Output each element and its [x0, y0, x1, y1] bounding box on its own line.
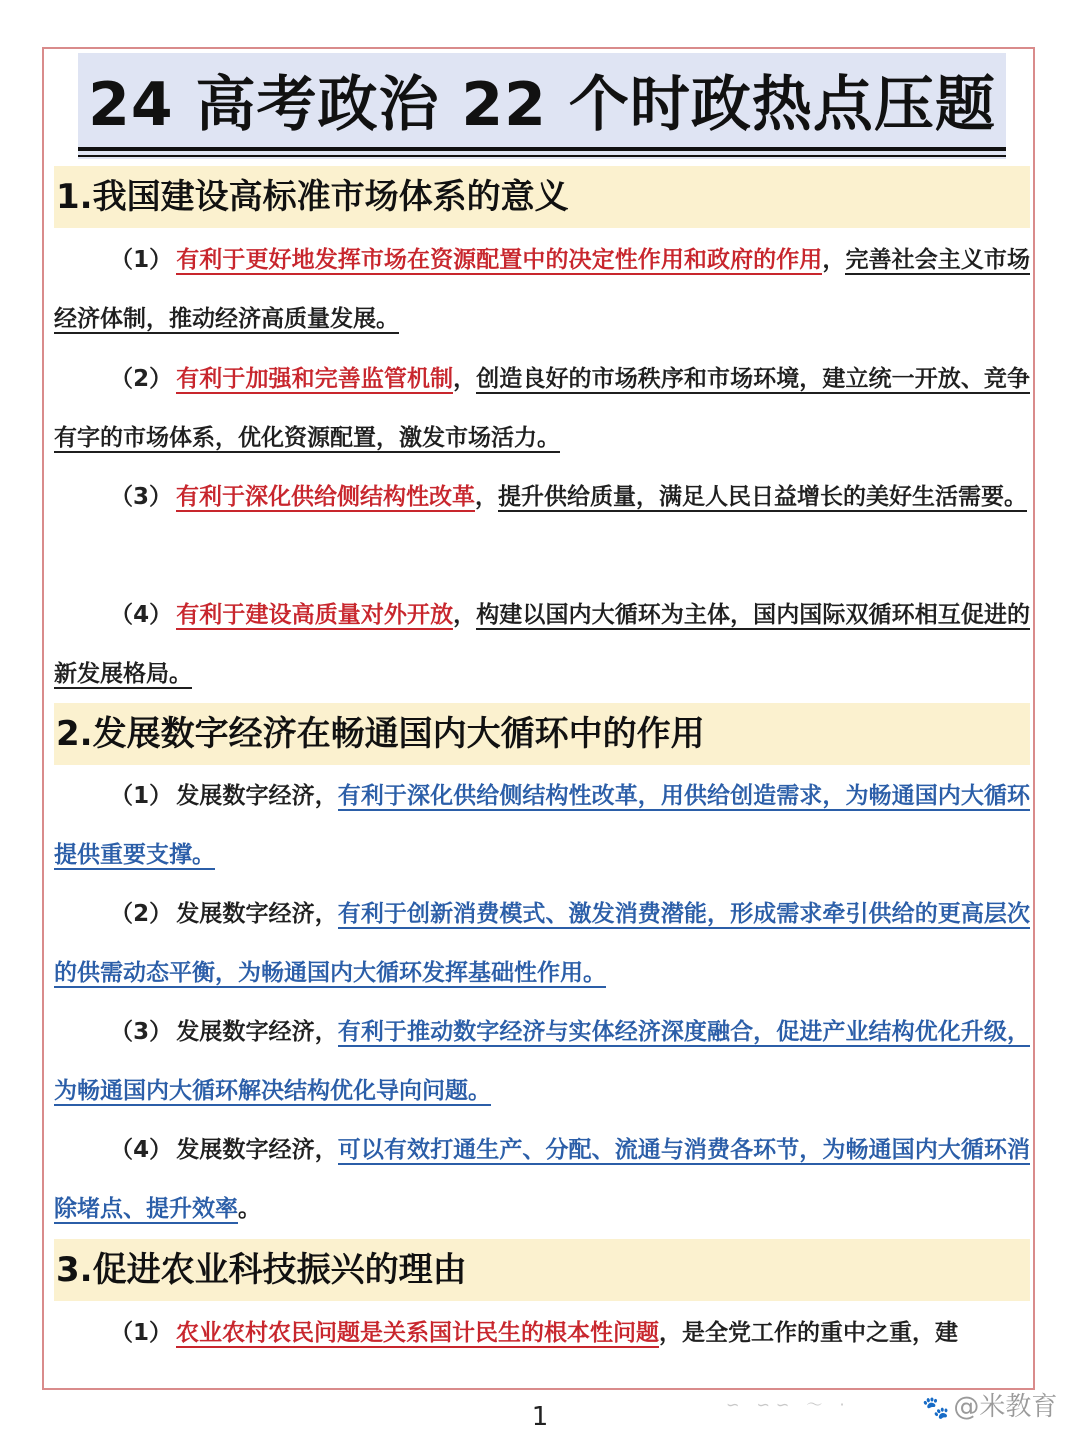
explanation: 创造良好的市场秩序和市场环境，建立统一开放、竞争有字的市场体系，优化资源配置，激发市场活力。 — [54, 366, 1030, 451]
watermark-scribble: ∽ ∽∽ ～ · — [726, 1395, 851, 1414]
paw-icon: 🐾 — [922, 1396, 950, 1421]
section-2-item-4: （4） 发展数字经济，可以有效打通生产、分配、流通与消费各环节，为畅通国内大循环消除堵点、提升效率。 — [54, 1137, 1031, 1222]
section-3-heading: 3.促进农业科技振兴的理由 — [54, 1239, 1030, 1301]
item-number: （1） — [110, 783, 173, 809]
title-underline-thin — [78, 155, 1006, 157]
section-1-item-4: （4） 有利于建设高质量对外开放，构建以国内大循环为主体，国内国际双循环相互促进的新发展格局。 — [54, 602, 1030, 687]
key-point: 可以有效打通生产、分配、流通与消费各环节，为畅通国内大循环消除堵点、提升效率 — [54, 1137, 1031, 1222]
explanation: 完善社会主义市场经济体制，推动经济高质量发展。 — [54, 247, 1031, 332]
item-number: （1） — [110, 247, 173, 273]
page-number: 1 — [531, 1402, 549, 1432]
watermark: 🐾 @米教育 — [922, 1392, 1058, 1422]
item-number: （4） — [110, 1137, 173, 1163]
key-point: 有利于深化供给侧结构性改革 — [176, 484, 476, 510]
key-point: 有利于更好地发挥市场在资源配置中的决定性作用和政府的作用 — [176, 247, 823, 273]
item-number: （3） — [110, 1019, 173, 1045]
section-2-item-2: （2） 发展数字经济，有利于创新消费模式、激发消费潜能，形成需求牵引供给的更高层次的供需动态平衡，为畅通国内大循环发挥基础性作用。 — [54, 901, 1031, 986]
item-number: （4） — [110, 602, 173, 628]
key-point: 有利于深化供给侧结构性改革，用供给创造需求，为畅通国内大循环提供重要支撑。 — [54, 783, 1031, 868]
key-point: 有利于建设高质量对外开放 — [176, 602, 454, 628]
explanation: 构建以国内大循环为主体，国内国际双循环相互促进的新发展格局。 — [54, 602, 1030, 687]
title-underline — [78, 147, 1006, 151]
key-point: 有利于创新消费模式、激发消费潜能，形成需求牵引供给的更高层次的供需动态平衡，为畅通国内大循环发挥基础性作用。 — [54, 901, 1031, 986]
key-point: 有利于加强和完善监管机制 — [176, 366, 454, 392]
page-title: 24 高考政治 22 个时政热点压题 — [88, 70, 996, 140]
explanation: 是全党工作的重中之重，建 — [682, 1320, 959, 1346]
item-number: （2） — [110, 366, 173, 392]
section-2-item-1: （1） 发展数字经济，有利于深化供给侧结构性改革，用供给创造需求，为畅通国内大循环提供重要支撑。 — [54, 783, 1031, 868]
section-3-item-1: （1） 农业农村农民问题是关系国计民生的根本性问题，是全党工作的重中之重，建 — [110, 1320, 959, 1346]
key-point: 有利于推动数字经济与实体经济深度融合，促进产业结构优化升级，为畅通国内大循环解决结构优化导向问题。 — [54, 1019, 1031, 1104]
section-1-heading: 1.我国建设高标准市场体系的意义 — [54, 166, 1030, 228]
page-frame — [42, 47, 1035, 1390]
item-number: （3） — [110, 484, 173, 510]
key-point: 农业农村农民问题是关系国计民生的根本性问题 — [176, 1320, 660, 1346]
explanation: 提升供给质量，满足人民日益增长的美好生活需要。 — [498, 484, 1028, 510]
item-number: （1） — [110, 1320, 173, 1346]
section-2-heading: 2.发展数字经济在畅通国内大循环中的作用 — [54, 703, 1030, 765]
section-1-item-2: （2） 有利于加强和完善监管机制，创造良好的市场秩序和市场环境，建立统一开放、竞争有字的市场体系，优化资源配置，激发市场活力。 — [54, 366, 1030, 451]
item-number: （2） — [110, 901, 173, 927]
section-1-item-1: （1） 有利于更好地发挥市场在资源配置中的决定性作用和政府的作用，完善社会主义市场经济体制，推动经济高质量发展。 — [54, 247, 1031, 332]
section-1-item-3: （3） 有利于深化供给侧结构性改革，提升供给质量，满足人民日益增长的美好生活需要。 — [110, 484, 1028, 510]
section-2-item-3: （3） 发展数字经济，有利于推动数字经济与实体经济深度融合，促进产业结构优化升级，为畅通国内大循环解决结构优化导向问题。 — [54, 1019, 1031, 1104]
